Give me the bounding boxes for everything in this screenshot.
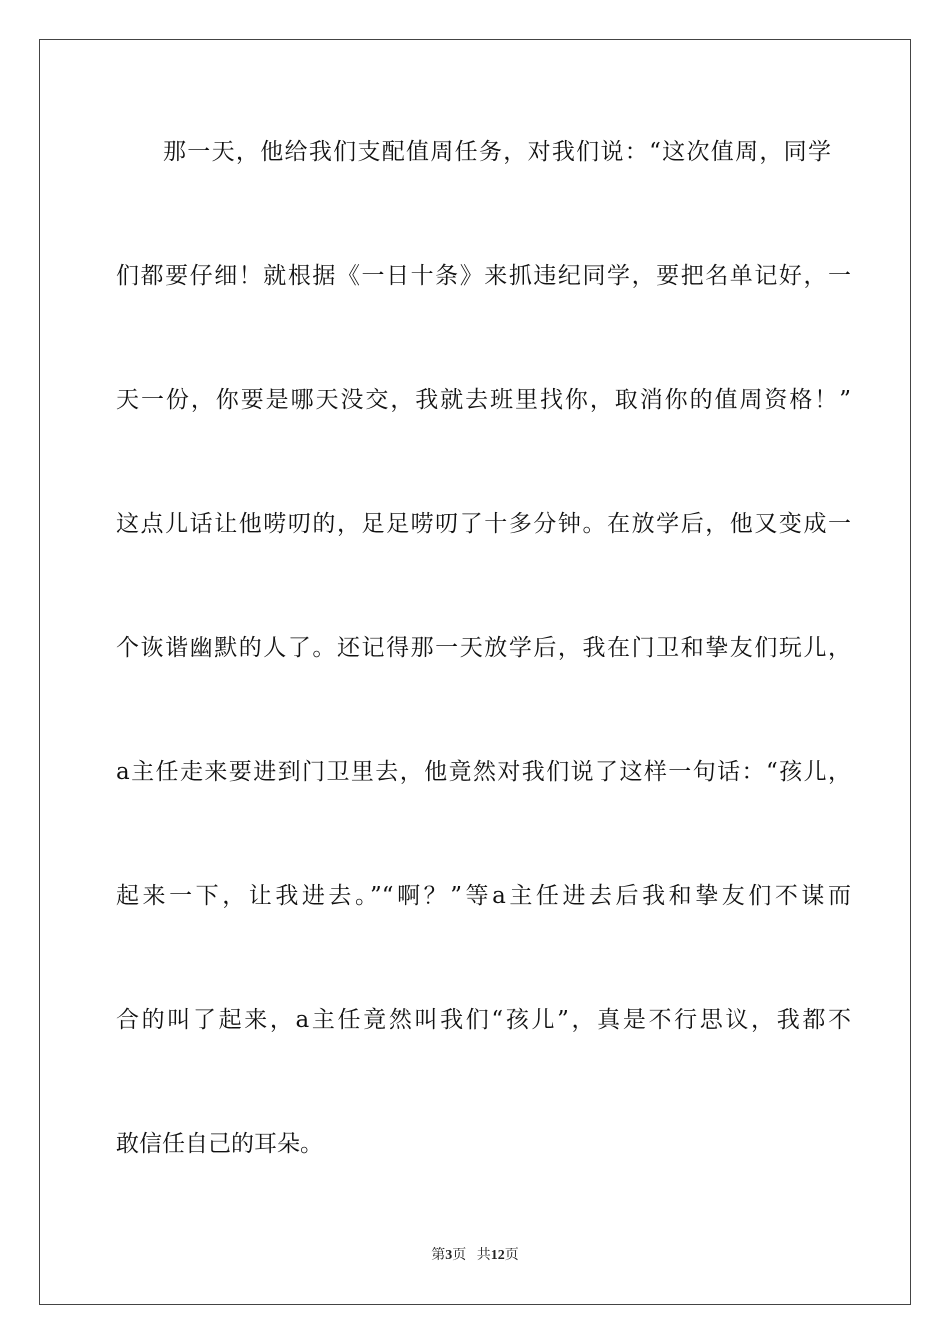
text-line: 个诙谐幽默的人了。还记得那一天放学后，我在门卫和挚友们玩儿， [116, 635, 851, 661]
total-suffix: 页 [504, 1248, 519, 1263]
text-line: a主任走来要进到门卫里去，他竟然对我们说了这样一句话：“孩儿， [116, 759, 851, 785]
text-line: 们都要仔细！就根据《一日十条》来抓违纪同学，要把名单记好，一 [116, 263, 851, 289]
page-prefix: 第 [431, 1248, 446, 1263]
text-line: 天一份，你要是哪天没交，我就去班里找你，取消你的值周资格！” [116, 387, 851, 413]
text-line: 敢信任自己的耳朵。 [116, 1131, 323, 1157]
text-line: 合的叫了起来，a主任竟然叫我们“孩儿”，真是不行思议，我都不 [116, 1007, 851, 1033]
text-line: 起来一下，让我进去。”“啊？”等a主任进去后我和挚友们不谋而 [116, 883, 851, 909]
text-line: 那一天，他给我们支配值周任务，对我们说：“这次值周，同学 [163, 139, 831, 165]
page-border [39, 39, 911, 1305]
page-footer [0, 1247, 950, 1265]
total-prefix: 共 [476, 1248, 491, 1263]
total-pages: 12 [490, 1248, 505, 1263]
page-suffix: 页 [452, 1248, 467, 1263]
page-number: 3 [445, 1248, 453, 1263]
text-line: 这点儿话让他唠叨的，足足唠叨了十多分钟。在放学后，他又变成一 [116, 511, 851, 537]
